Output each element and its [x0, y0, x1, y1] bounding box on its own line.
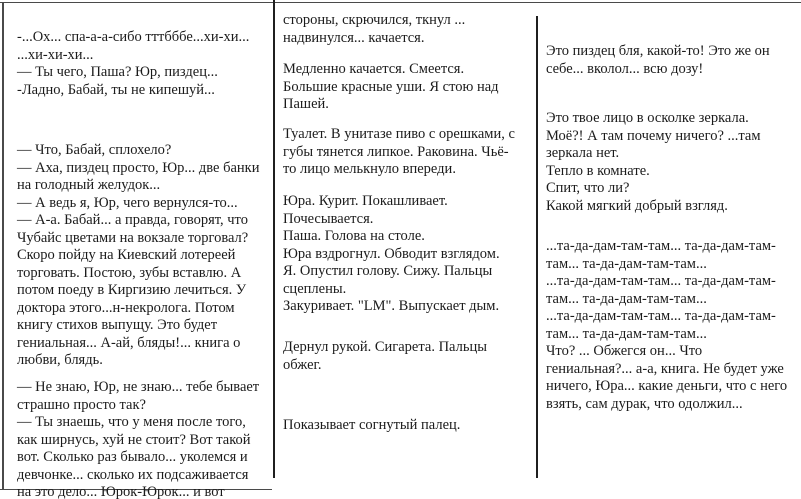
- text-line: Почесывается.: [283, 210, 374, 227]
- text-line: — А ведь я, Юр, чего вернулся-то...: [17, 194, 238, 211]
- text-line: Медленно качается. Смеется.: [283, 61, 465, 77]
- text-line: Закуривает. "LM". Выпускает дым.: [283, 298, 500, 314]
- text-line: зеркала нет.: [546, 145, 620, 161]
- text-line: взять, сам дурак, что одолжил...: [546, 395, 743, 412]
- text-column-2: [283, 0, 534, 499]
- text-column-1: [17, 0, 271, 499]
- text-line: Юра. Курит. Покашливает.: [283, 193, 448, 209]
- text-line: Спит, что ли?: [546, 180, 630, 196]
- text-line: там... та-да-дам-там-там...: [546, 255, 707, 272]
- text-line: Большие красные уши. Я стою над: [283, 78, 499, 95]
- text-line: Пашей.: [283, 96, 329, 112]
- paragraph: [283, 417, 534, 435]
- text-line: там... та-да-дам-там-там...: [546, 325, 707, 342]
- text-line: — Не знаю, Юр, не знаю... тебе бывает: [17, 379, 260, 395]
- text-line: Юра вздрогнул. Обводит взглядом.: [283, 245, 500, 262]
- text-line: гениальная?... а-а, книга. Не будет уже: [546, 360, 784, 377]
- text-line: ...та-да-дам-там-там... та-да-дам-там-: [546, 308, 776, 324]
- paragraph: [283, 12, 534, 47]
- paragraph: [17, 379, 271, 499]
- text-line: Дернул рукой. Сигарета. Пальцы: [283, 339, 487, 355]
- text-line: книгу стихов выпущу. Это будет: [17, 317, 218, 333]
- text-line: губы тянется липкое. Раковина. Чьё-: [283, 143, 509, 160]
- text-line: Показывает согнутый палец.: [283, 417, 461, 433]
- text-line: Паша. Голова на столе.: [283, 228, 425, 244]
- text-line: там... та-да-дам-там-там...: [546, 290, 707, 307]
- text-line: на это дело... Юрок-Юрок... и вот: [17, 484, 225, 499]
- paragraph: [17, 142, 271, 370]
- text-line: Скоро пойду на Киевский лотереей: [17, 247, 236, 263]
- text-line: надвинулся... качается.: [283, 29, 425, 46]
- column-divider-2: [536, 16, 538, 478]
- text-line: — Ты знаешь, что у меня после того,: [17, 414, 246, 430]
- text-line: Что? ... Обжегся он... Что: [546, 343, 703, 359]
- text-line: ...та-да-дам-там-там... та-да-дам-там-: [546, 238, 776, 254]
- text-line: любви, блядь.: [17, 352, 103, 368]
- text-line: страшно просто так?: [17, 396, 146, 413]
- text-line: сцеплены.: [283, 280, 347, 297]
- text-line: Это пиздец бля, какой-то! Это же он: [546, 43, 770, 59]
- paragraph: [17, 29, 271, 99]
- text-line: на голодный желудок...: [17, 177, 161, 193]
- page-left-border: [2, 2, 4, 490]
- text-line: Я. Опустил голову. Сижу. Пальцы: [283, 263, 493, 279]
- text-line: потом поеду в Киргизию лечиться. У: [17, 282, 247, 298]
- text-line: себе... вколол... всю дозу!: [546, 60, 704, 77]
- text-line: ничего, Юра... какие деньги, что с него: [546, 378, 788, 394]
- paragraph: [546, 238, 799, 343]
- text-line: торговать. Постою, зубы вставлю. А: [17, 264, 242, 281]
- text-line: Моё?! А там почему ничего? ...там: [546, 127, 761, 144]
- paragraph: [283, 126, 534, 179]
- text-line: обжег.: [283, 356, 322, 373]
- paragraph: [283, 339, 534, 374]
- text-line: ...та-да-дам-там-там... та-да-дам-там-: [546, 273, 776, 289]
- text-line: -...Ох... спа-а-а-сибо тттбббе...хи-хи...: [17, 29, 250, 45]
- text-line: доктора этого...н-некролога. Потом: [17, 299, 235, 316]
- text-line: ...хи-хи-хи...: [17, 46, 94, 63]
- text-line: — Ты чего, Паша? Юр, пиздец...: [17, 64, 218, 80]
- text-line: гениальная... А-ай, бляды!... книга о: [17, 334, 241, 351]
- text-line: вот. Сколько раз бывало... уколемся и: [17, 449, 248, 465]
- text-line: -Ладно, Бабай, ты не кипешуй...: [17, 81, 215, 98]
- paragraph: [546, 110, 799, 215]
- text-line: Тепло в комнате.: [546, 162, 650, 179]
- text-line: Туалет. В унитазе пиво с орешками, с: [283, 126, 515, 142]
- text-line: — Аха, пиздец просто, Юр... две банки: [17, 159, 260, 176]
- text-line: Чубайс цветами на вокзале торговал?: [17, 229, 249, 246]
- text-column-3: [546, 0, 799, 499]
- text-line: Это твое лицо в осколке зеркала.: [546, 110, 749, 126]
- text-line: Какой мягкий добрый взгляд.: [546, 197, 728, 214]
- text-line: стороны, скрючился, ткнул ...: [283, 12, 466, 28]
- paragraph: [546, 343, 799, 413]
- text-line: девчонке... сколько их подсаживается: [17, 466, 249, 483]
- text-line: то лицо мелькнуло впереди.: [283, 161, 456, 177]
- text-line: — А-а. Бабай... а правда, говорят, что: [17, 212, 248, 228]
- column-divider-1: [273, 0, 275, 478]
- paragraph: [546, 43, 799, 78]
- text-line: как ширнусь, хуй не стоит? Вот такой: [17, 431, 251, 448]
- paragraph: [283, 61, 534, 114]
- text-line: — Что, Бабай, сплохело?: [17, 142, 172, 158]
- paragraph: [283, 193, 534, 316]
